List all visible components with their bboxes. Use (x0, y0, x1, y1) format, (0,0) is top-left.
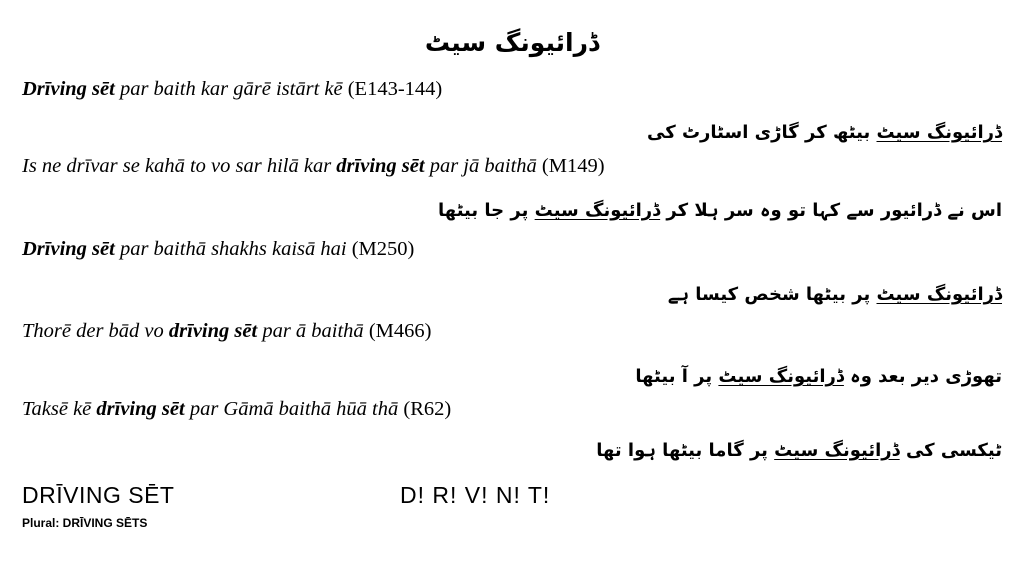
keyword-urdu: ڈرائیونگ سیٹ (876, 284, 1002, 305)
keyword: drīving sēt (168, 320, 258, 342)
keyword: Drīving sēt (22, 78, 115, 100)
example-urdu-3: ڈرائیونگ سیٹ پر بیٹھا شخص کیسا ہے (667, 284, 1002, 305)
reference: (M466) (368, 320, 432, 342)
keyword-urdu: ڈرائیونگ سیٹ (876, 122, 1002, 143)
reference: (M149) (541, 155, 605, 177)
example-english-2: Is ne drīvar se kahā to vo sar hilā kar drīving sēt par jā baithā (M149) (22, 155, 605, 177)
keyword: drīving sēt (336, 155, 425, 177)
keyword-urdu: ڈرائیونگ سیٹ (774, 440, 900, 461)
keyword-urdu: ڈرائیونگ سیٹ (718, 366, 844, 387)
example-english-3: Drīving sēt par baithā shakhs kaisā hai (M250) (22, 238, 415, 260)
phonetic-code: D! R! V! N! T! (400, 482, 551, 508)
keyword-urdu: ڈرائیونگ سیٹ (534, 200, 661, 221)
example-english-1: Drīving sēt par baith kar gārē istārt kē (E143-144) (22, 78, 443, 100)
example-english-5: Taksē kē drīving sēt par Gāmā baithā hūā thā (R62) (22, 398, 452, 420)
headword: DRĪVING SĒT (22, 482, 175, 508)
example-urdu-4: تھوڑی دیر بعد وہ ڈرائیونگ سیٹ پر آ بیٹھا (635, 366, 1002, 387)
example-english-4: Thorē der bād vo drīving sēt par ā baithā (M466) (22, 320, 432, 342)
plural-form: Plural: DRĪVING SĒTS (22, 516, 148, 530)
example-urdu-2: اس نے ڈرائیور سے کہا تو وہ سر ہلا کر ڈرائیونگ سیٹ پر جا بیٹھا (438, 200, 1002, 221)
keyword: drīving sēt (96, 398, 185, 420)
reference: (E143-144) (347, 78, 443, 100)
page-title: ڈرائیونگ سیٹ (424, 28, 600, 57)
keyword: Drīving sēt (22, 238, 115, 260)
example-urdu-1: ڈرائیونگ سیٹ بیٹھ کر گاڑی اسٹارٹ کی (647, 122, 1002, 143)
reference: (M250) (351, 238, 415, 260)
example-urdu-5: ٹیکسی کی ڈرائیونگ سیٹ پر گاما بیٹھا ہوا تھا (596, 440, 1002, 461)
reference: (R62) (403, 398, 452, 420)
